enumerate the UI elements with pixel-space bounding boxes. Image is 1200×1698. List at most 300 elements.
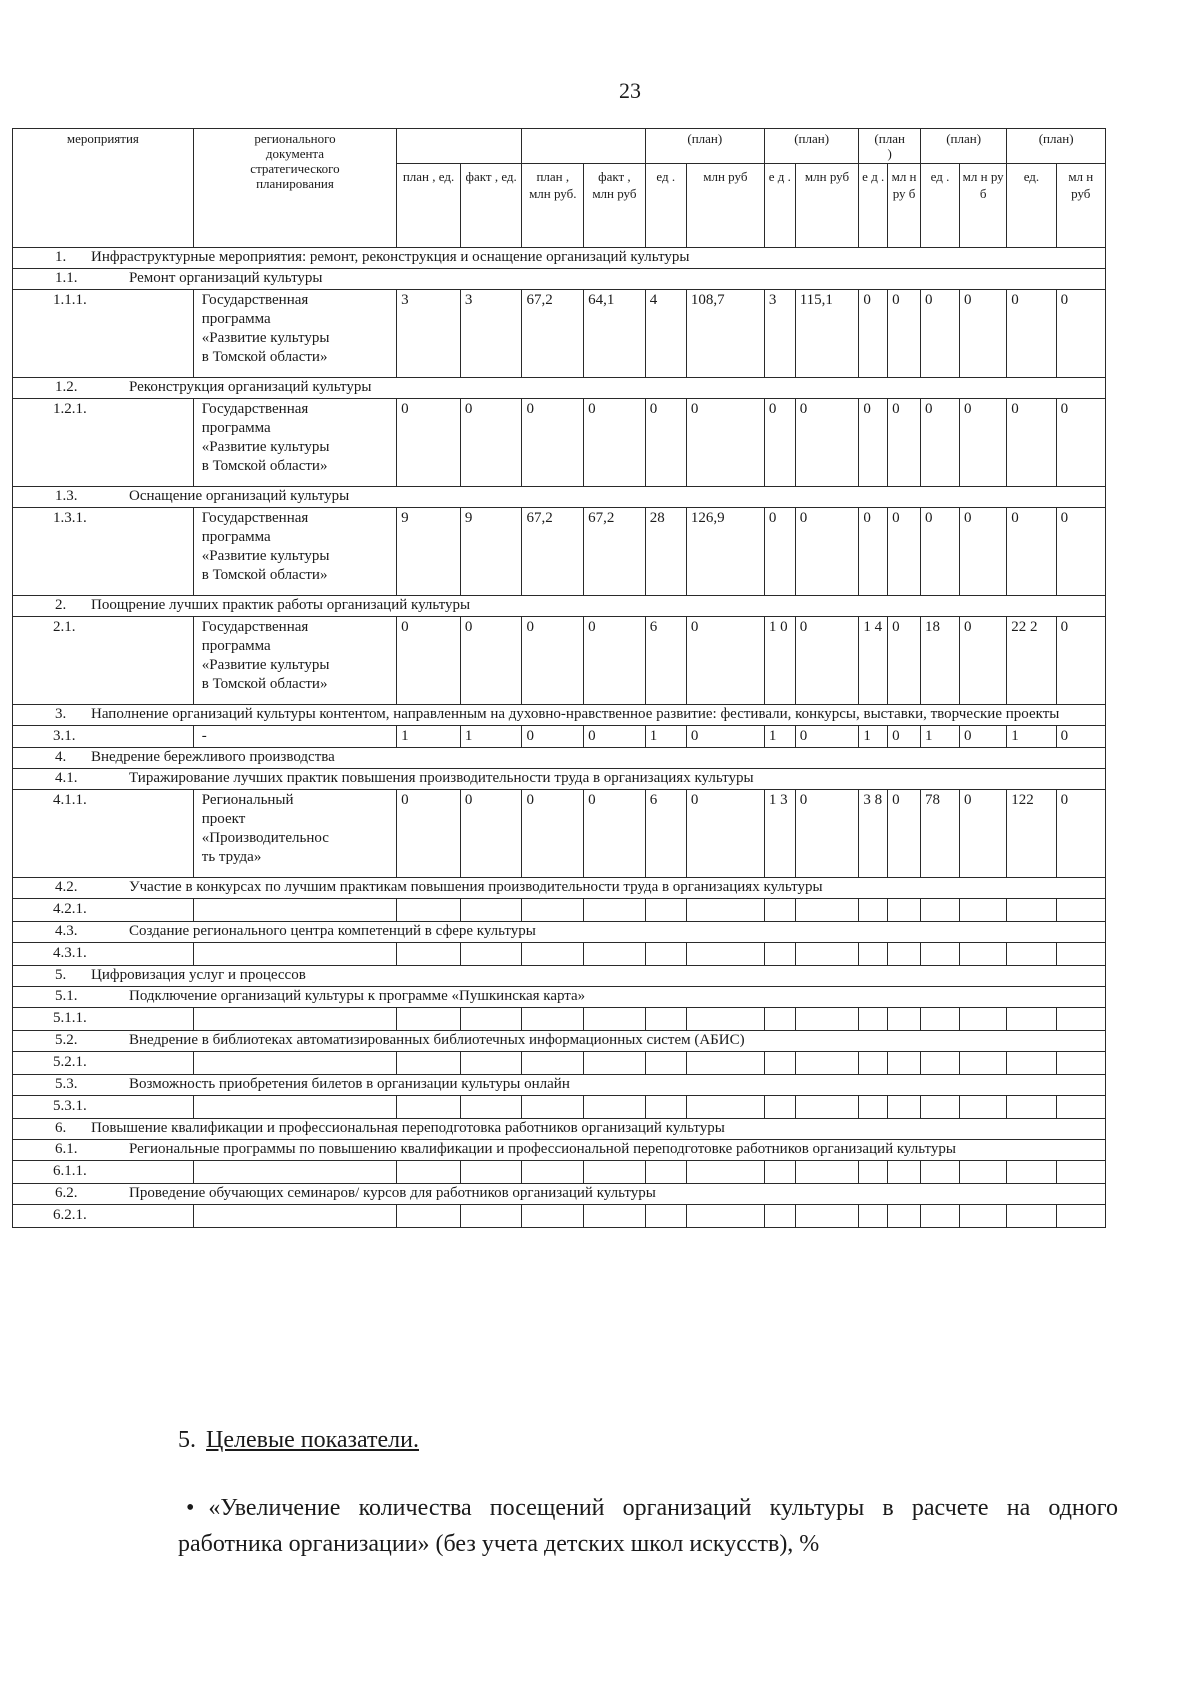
program-line: проект [201, 811, 246, 827]
empty-cell [764, 899, 795, 922]
empty-cell [1056, 1205, 1105, 1228]
empty-cell [584, 1096, 646, 1119]
empty-cell [859, 1161, 888, 1184]
section-text: Внедрение бережливого производства [91, 749, 335, 765]
value-cell: 122 [1007, 790, 1056, 878]
program-line: «Развитие культуры [201, 657, 330, 673]
empty-cell [859, 1096, 888, 1119]
header-mln-5: мл н руб [1056, 164, 1105, 248]
program-line: программа [201, 311, 271, 327]
value-cell: 115,1 [795, 290, 859, 378]
value-cell: 0 [1056, 726, 1105, 748]
value-cell: 6 [645, 617, 686, 705]
value-cell: 67,2 [522, 290, 584, 378]
section-text: Участие в конкурсах по лучшим практикам повышения производительности труда в организациях культуры [129, 879, 823, 895]
program-line: Государственная [201, 401, 309, 417]
section-text: Реконструкция организаций культуры [129, 379, 372, 395]
empty-cell [645, 1161, 686, 1184]
empty-cell [1007, 1161, 1056, 1184]
value-cell: 0 [686, 726, 764, 748]
row-program [193, 508, 396, 596]
empty-cell [645, 1008, 686, 1031]
section-text: Цифровизация услуг и процессов [91, 967, 306, 983]
value-cell: 9 [397, 508, 461, 596]
value-cell: 0 [795, 617, 859, 705]
value-cell: 3 8 [859, 790, 888, 878]
empty-cell [460, 1052, 522, 1075]
value-cell: 1 3 [764, 790, 795, 878]
empty-cell [193, 1205, 396, 1228]
value-cell: 0 [522, 790, 584, 878]
empty-cell [522, 943, 584, 966]
row-code: 5.1.1. [13, 1008, 194, 1031]
empty-cell [795, 1161, 859, 1184]
targets-item [178, 1490, 1118, 1562]
value-cell: 0 [888, 290, 921, 378]
header-blank-1 [397, 129, 522, 164]
empty-cell [921, 899, 960, 922]
section-number: 6.1. [55, 1141, 78, 1157]
page-number: 23 [619, 78, 641, 103]
table-row [13, 726, 1106, 748]
row-program [193, 726, 396, 748]
section-number: 6.2. [55, 1185, 78, 1201]
value-cell: 0 [522, 399, 584, 487]
value-cell: 0 [960, 508, 1007, 596]
header-event: мероприятия [13, 129, 194, 248]
empty-cell [460, 899, 522, 922]
empty-cell [686, 899, 764, 922]
section-text: Внедрение в библиотеках автоматизированных библиотечных информационных систем (АБИС) [129, 1032, 745, 1048]
value-cell: 0 [764, 508, 795, 596]
value-cell: 0 [1056, 790, 1105, 878]
empty-row [13, 1052, 1106, 1075]
row-program [193, 399, 396, 487]
value-cell: 1 [1007, 726, 1056, 748]
empty-cell [1056, 899, 1105, 922]
empty-cell [960, 1205, 1007, 1228]
program-line: в Томской области» [201, 458, 328, 474]
empty-row [13, 1205, 1106, 1228]
empty-cell [859, 1008, 888, 1031]
empty-cell [764, 1096, 795, 1119]
empty-cell [795, 943, 859, 966]
empty-cell [1007, 1096, 1056, 1119]
header-mln-2: млн руб [795, 164, 859, 248]
value-cell: 0 [584, 617, 646, 705]
section-title [13, 705, 1106, 726]
section-title [13, 248, 1106, 269]
row-code: 4.2.1. [13, 899, 194, 922]
empty-row [13, 1161, 1106, 1184]
empty-cell [584, 943, 646, 966]
value-cell: 0 [522, 617, 584, 705]
empty-cell [888, 1008, 921, 1031]
header-mln-3: мл н ру б [888, 164, 921, 248]
header-plan-4: (план) [921, 129, 1007, 164]
value-cell: 1 [921, 726, 960, 748]
empty-cell [460, 1008, 522, 1031]
empty-cell [960, 943, 1007, 966]
empty-cell [921, 1205, 960, 1228]
value-cell: 0 [584, 726, 646, 748]
value-cell: 0 [397, 617, 461, 705]
value-cell: 0 [960, 399, 1007, 487]
program-line: в Томской области» [201, 676, 328, 692]
empty-cell [1056, 1052, 1105, 1075]
section-title [13, 1119, 1106, 1140]
empty-cell [522, 1096, 584, 1119]
section-row [13, 1031, 1106, 1052]
value-cell: 0 [888, 726, 921, 748]
program-line: Государственная [201, 619, 309, 635]
empty-cell [888, 943, 921, 966]
empty-cell [1007, 1205, 1056, 1228]
empty-cell [960, 1008, 1007, 1031]
section-text: Ремонт организаций культуры [129, 270, 323, 286]
row-code: 2.1. [13, 617, 194, 705]
empty-cell [960, 899, 1007, 922]
value-cell: 0 [795, 508, 859, 596]
row-code: 4.1.1. [13, 790, 194, 878]
empty-cell [397, 1008, 461, 1031]
value-cell: 0 [960, 790, 1007, 878]
value-cell: 0 [859, 508, 888, 596]
empty-cell [460, 1096, 522, 1119]
program-line: Государственная [201, 292, 309, 308]
row-program [193, 290, 396, 378]
header-plan-1: (план) [645, 129, 764, 164]
section-number: 3. [55, 706, 67, 722]
section-title [13, 878, 1106, 899]
target-indicators [178, 1427, 1118, 1562]
row-code: 6.1.1. [13, 1161, 194, 1184]
value-cell: 0 [522, 726, 584, 748]
value-cell: 0 [1007, 399, 1056, 487]
value-cell: 108,7 [686, 290, 764, 378]
value-cell: 1 0 [764, 617, 795, 705]
header-ed-5: ед. [1007, 164, 1056, 248]
section-number: 1.2. [55, 379, 78, 395]
header-ed-2: е д . [764, 164, 795, 248]
empty-cell [193, 1008, 396, 1031]
program-line: программа [201, 420, 271, 436]
header-plan-mln: план , млн руб. [522, 164, 584, 248]
empty-cell [888, 899, 921, 922]
row-code: 3.1. [13, 726, 194, 748]
section-text: Создание регионального центра компетенций в сфере культуры [129, 923, 536, 939]
empty-cell [764, 1052, 795, 1075]
section-row [13, 1140, 1106, 1161]
empty-cell [859, 1205, 888, 1228]
table-row [13, 617, 1106, 705]
header-ed-4: ед . [921, 164, 960, 248]
empty-cell [460, 943, 522, 966]
section-title [13, 748, 1106, 769]
row-code: 1.2.1. [13, 399, 194, 487]
section-row [13, 705, 1106, 726]
header-plan-ed: план , ед. [397, 164, 461, 248]
section-number: 5.1. [55, 988, 78, 1004]
value-cell: 0 [686, 399, 764, 487]
value-cell: 0 [1056, 508, 1105, 596]
program-line: «Развитие культуры [201, 330, 330, 346]
value-cell: 0 [888, 790, 921, 878]
empty-cell [397, 943, 461, 966]
section-row [13, 1075, 1106, 1096]
value-cell: 0 [397, 399, 461, 487]
section-row [13, 269, 1106, 290]
empty-cell [1007, 899, 1056, 922]
empty-cell [397, 1161, 461, 1184]
section-title [13, 769, 1106, 790]
value-cell: 0 [397, 790, 461, 878]
program-line: Государственная [201, 510, 309, 526]
section-text: Возможность приобретения билетов в организации культуры онлайн [129, 1076, 570, 1092]
empty-cell [397, 1205, 461, 1228]
header-fakt-ed: факт , ед. [460, 164, 522, 248]
targets-item-text: «Увеличение количества посещений организаций культуры в расчете на одного работника организации» (без учета детских школ искусств), % [178, 1495, 1118, 1557]
table-row [13, 508, 1106, 596]
value-cell: 0 [1056, 617, 1105, 705]
value-cell: 0 [686, 617, 764, 705]
value-cell: 28 [645, 508, 686, 596]
value-cell: 0 [1056, 399, 1105, 487]
empty-cell [1007, 943, 1056, 966]
empty-cell [795, 1205, 859, 1228]
empty-cell [1007, 1008, 1056, 1031]
targets-heading-text: Целевые показатели. [206, 1427, 419, 1453]
section-row [13, 487, 1106, 508]
value-cell: 0 [921, 508, 960, 596]
empty-cell [960, 1052, 1007, 1075]
empty-cell [1056, 1161, 1105, 1184]
empty-cell [795, 1052, 859, 1075]
section-title [13, 596, 1106, 617]
value-cell: 18 [921, 617, 960, 705]
empty-cell [193, 1096, 396, 1119]
empty-row [13, 1096, 1106, 1119]
value-cell: 0 [960, 617, 1007, 705]
header-doc [193, 129, 396, 248]
value-cell: 1 [859, 726, 888, 748]
row-code: 5.3.1. [13, 1096, 194, 1119]
section-row [13, 987, 1106, 1008]
header-ed-3: е д . [859, 164, 888, 248]
section-number: 1.3. [55, 488, 78, 504]
section-title [13, 966, 1106, 987]
empty-cell [522, 1008, 584, 1031]
value-cell: 67,2 [584, 508, 646, 596]
value-cell: 4 [645, 290, 686, 378]
section-number: 1. [55, 249, 67, 265]
value-cell: 3 [764, 290, 795, 378]
empty-cell [686, 1052, 764, 1075]
value-cell: 0 [795, 790, 859, 878]
empty-cell [686, 1096, 764, 1119]
empty-cell [522, 1161, 584, 1184]
value-cell: 0 [921, 399, 960, 487]
table-row [13, 290, 1106, 378]
empty-cell [888, 1096, 921, 1119]
value-cell: 0 [686, 790, 764, 878]
value-cell: 78 [921, 790, 960, 878]
section-number: 4.2. [55, 879, 78, 895]
empty-cell [921, 943, 960, 966]
section-number: 4.1. [55, 770, 78, 786]
value-cell: 0 [460, 617, 522, 705]
section-number: 1.1. [55, 270, 78, 286]
empty-cell [193, 899, 396, 922]
empty-cell [645, 899, 686, 922]
row-code: 4.3.1. [13, 943, 194, 966]
empty-cell [397, 1052, 461, 1075]
program-line: Региональный [201, 792, 294, 808]
section-row [13, 1119, 1106, 1140]
empty-cell [764, 1161, 795, 1184]
empty-cell [686, 1161, 764, 1184]
header-doc-line: документа [265, 146, 325, 161]
empty-cell [1007, 1052, 1056, 1075]
empty-cell [795, 899, 859, 922]
empty-cell [686, 1205, 764, 1228]
program-line: «Развитие культуры [201, 439, 330, 455]
empty-cell [460, 1161, 522, 1184]
empty-cell [686, 1008, 764, 1031]
header-doc-line: планирования [256, 176, 334, 191]
section-text: Поощрение лучших практик работы организаций культуры [91, 597, 471, 613]
empty-cell [764, 1008, 795, 1031]
empty-cell [960, 1161, 1007, 1184]
value-cell: 0 [460, 399, 522, 487]
empty-cell [764, 1205, 795, 1228]
empty-cell [522, 1052, 584, 1075]
header-fakt-mln: факт , млн руб [584, 164, 646, 248]
value-cell: 0 [795, 726, 859, 748]
empty-cell [645, 1205, 686, 1228]
empty-cell [921, 1008, 960, 1031]
value-cell: 0 [960, 726, 1007, 748]
empty-cell [645, 943, 686, 966]
empty-cell [764, 943, 795, 966]
program-line: «Развитие культуры [201, 548, 330, 564]
empty-cell [397, 899, 461, 922]
section-row [13, 596, 1106, 617]
table-row [13, 399, 1106, 487]
value-cell: 0 [460, 790, 522, 878]
section-title [13, 922, 1106, 943]
empty-cell [193, 1161, 396, 1184]
empty-cell [1056, 1008, 1105, 1031]
section-row [13, 378, 1106, 399]
value-cell: 0 [921, 290, 960, 378]
section-title [13, 987, 1106, 1008]
section-row [13, 748, 1106, 769]
value-cell: 1 [645, 726, 686, 748]
program-line: программа [201, 638, 271, 654]
section-row [13, 769, 1106, 790]
section-row [13, 1184, 1106, 1205]
section-title [13, 487, 1106, 508]
empty-cell [522, 1205, 584, 1228]
section-title [13, 1031, 1106, 1052]
section-text: Повышение квалификации и профессиональная переподготовка работников организаций культуры [91, 1120, 725, 1136]
empty-cell [921, 1052, 960, 1075]
value-cell: 0 [888, 617, 921, 705]
value-cell: 1 [764, 726, 795, 748]
empty-cell [584, 1205, 646, 1228]
value-cell: 0 [584, 399, 646, 487]
section-text: Оснащение организаций культуры [129, 488, 350, 504]
section-row [13, 922, 1106, 943]
value-cell: 3 [460, 290, 522, 378]
value-cell: 0 [1056, 290, 1105, 378]
empty-row [13, 1008, 1106, 1031]
header-doc-line: регионального [254, 131, 336, 146]
empty-cell [921, 1096, 960, 1119]
section-title [13, 1075, 1106, 1096]
section-number: 5.3. [55, 1076, 78, 1092]
section-text: Подключение организаций культуры к программе «Пушкинская карта» [129, 988, 586, 1004]
empty-cell [795, 1008, 859, 1031]
empty-cell [584, 1161, 646, 1184]
section-number: 2. [55, 597, 67, 613]
header-mln-1: млн руб [686, 164, 764, 248]
header-doc-line: стратегического [250, 161, 340, 176]
targets-heading-num: 5. [178, 1427, 196, 1453]
value-cell: 0 [859, 399, 888, 487]
row-code: 6.2.1. [13, 1205, 194, 1228]
program-line: в Томской области» [201, 567, 328, 583]
empty-cell [859, 943, 888, 966]
value-cell: 64,1 [584, 290, 646, 378]
empty-cell [397, 1096, 461, 1119]
header-blank-2 [522, 129, 645, 164]
empty-cell [584, 1052, 646, 1075]
empty-cell [1056, 943, 1105, 966]
section-text: Наполнение организаций культуры контентом, направленным на духовно-нравственное развитие: фестивали, конкурсы, выставки, творческие проекты [91, 706, 1060, 722]
row-code: 1.1.1. [13, 290, 194, 378]
header-ed-1: ед . [645, 164, 686, 248]
row-program [193, 617, 396, 705]
empty-cell [859, 899, 888, 922]
section-row [13, 966, 1106, 987]
section-number: 5.2. [55, 1032, 78, 1048]
value-cell: 22 2 [1007, 617, 1056, 705]
value-cell: 0 [764, 399, 795, 487]
header-plan-3-a: (план [874, 131, 905, 146]
program-line: программа [201, 529, 271, 545]
section-number: 4.3. [55, 923, 78, 939]
empty-cell [888, 1052, 921, 1075]
empty-cell [460, 1205, 522, 1228]
value-cell: 6 [645, 790, 686, 878]
value-cell: 67,2 [522, 508, 584, 596]
header-plan-3 [859, 129, 921, 164]
value-cell: 0 [859, 290, 888, 378]
header-row-top [13, 129, 1106, 164]
empty-cell [888, 1205, 921, 1228]
empty-cell [645, 1052, 686, 1075]
table-row [13, 790, 1106, 878]
value-cell: 0 [888, 399, 921, 487]
value-cell: 126,9 [686, 508, 764, 596]
value-cell: 1 [397, 726, 461, 748]
section-title [13, 378, 1106, 399]
section-text: Инфраструктурные мероприятия: ремонт, реконструкция и оснащение организаций культуры [91, 249, 690, 265]
section-text: Проведение обучающих семинаров/ курсов для работников организаций культуры [129, 1185, 656, 1201]
value-cell: 0 [960, 290, 1007, 378]
